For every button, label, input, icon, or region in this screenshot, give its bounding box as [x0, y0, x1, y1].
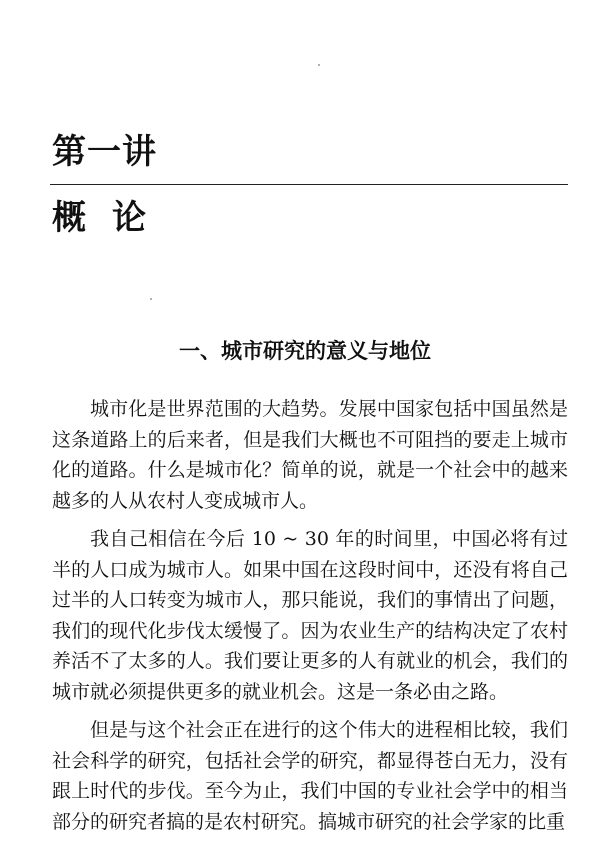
- scan-speck: [318, 64, 320, 66]
- section-heading: 一、城市研究的意义与地位: [179, 338, 431, 363]
- paragraph: 我自己相信在今后 10 ~ 30 年的时间里，中国必将有过半的人口成为城市人。如果中国在这段时间中，还没有将自己过半的人口转变为城市人，那只能说，我们的事情出了问题，我们的现代化步伐太缓慢了。因为农业生产的结构决定了农村养活不了太多的人。我们要让更多的人有就业的机会，我们的城市就必须提供更多的就业机会。这是一条必由之路。: [52, 528, 568, 703]
- chapter-divider: [50, 184, 568, 185]
- body-text: [52, 394, 568, 845]
- chapter-number: 第一讲: [52, 132, 157, 172]
- chapter-title: 概论: [52, 198, 172, 238]
- scan-speck: [150, 298, 152, 300]
- paragraph: 但是与这个社会正在进行的这个伟大的进程相比较，我们社会科学的研究，包括社会学的研究，都显得苍白无力，没有跟上时代的步伐。至今为止，我们中国的专业社会学中的相当部分的研究者搞的是农村研究。搞城市研究的社会学家的比重: [52, 719, 568, 833]
- paragraph: 城市化是世界范围的大趋势。发展中国家包括中国虽然是这条道路上的后来者，但是我们大概也不可阻挡的要走上城市化的道路。什么是城市化？简单的说，就是一个社会中的越来越多的人从农村人变成城市人。: [52, 398, 568, 512]
